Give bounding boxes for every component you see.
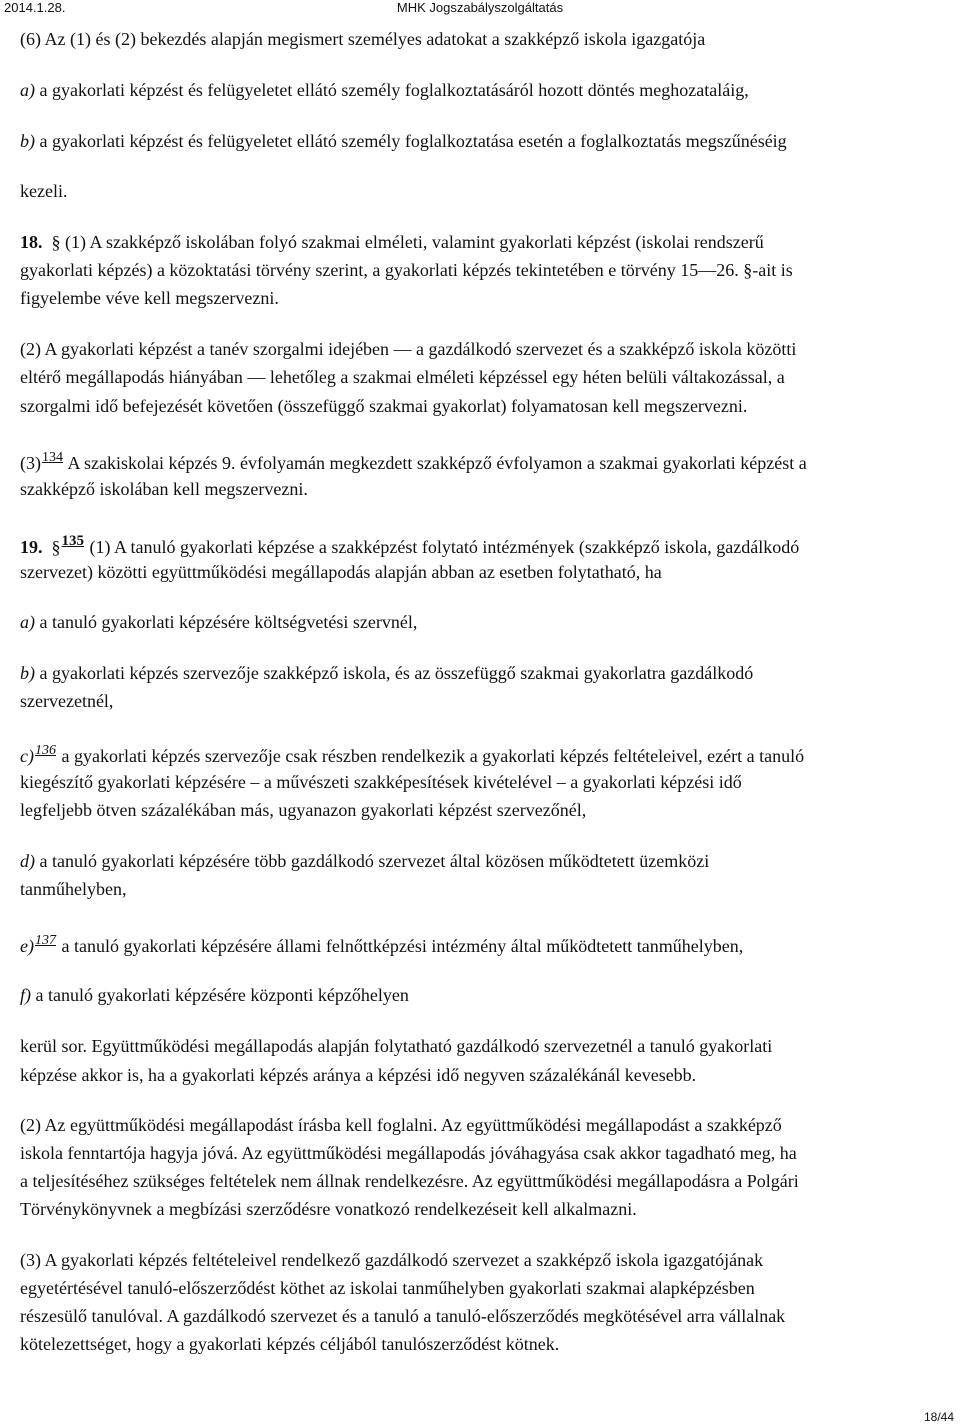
item-text: a gyakorlati képzést és felügyeletet ellátó személy foglalkoztatása esetén a foglalkoztatás megszűnéséig bbox=[39, 131, 787, 151]
section-19-3-line-3: részesülő tanulóval. A gazdálkodó szervezet és a tanuló a tanuló-előszerződés megkötésével arra vállalnak bbox=[20, 1306, 786, 1326]
closing-line-2: képzése akkor is, ha a gyakorlati képzés aránya a képzési idő negyven százalékánál kevesebb. bbox=[20, 1065, 697, 1085]
page-header-title: MHK Jogszabályszolgáltatás bbox=[396, 0, 564, 15]
item-19-b-line-1 bbox=[20, 663, 753, 684]
section-19-2-line-1: (2) Az együttműködési megállapodást írásba kell foglalni. Az együttműködési megállapodást a szakképző bbox=[20, 1115, 782, 1135]
item-text: a tanuló gyakorlati képzésére központi képzőhelyen bbox=[35, 985, 409, 1005]
item-text: a gyakorlati képzést és felügyeletet ellátó személy foglalkoztatásáról hozott döntés meghozataláig, bbox=[39, 80, 749, 100]
item-19-d-line-2: tanműhelyben, bbox=[20, 879, 127, 899]
item-19-e bbox=[20, 933, 743, 957]
page-number: 18/44 bbox=[923, 1410, 954, 1424]
item-label: c) bbox=[20, 746, 34, 766]
footnote-link-134[interactable]: 134 bbox=[42, 450, 63, 465]
section-19-2-line-2: iskola fenntartója hagyja jóvá. Az együttműködési megállapodás jóváhagyása csak akkor tagadható meg, ha bbox=[20, 1143, 797, 1163]
item-label: d) bbox=[20, 851, 35, 871]
section-18-2-line-1: (2) A gyakorlati képzést a tanév szorgalmi idejében — a gazdálkodó szervezet és a szakképző iskola közötti bbox=[20, 339, 797, 359]
section-18-2-line-3: szorgalmi idő befejezését követően (összefüggő szakmai gyakorlat) folyamatosan kell megszervezni. bbox=[20, 396, 748, 416]
item-text: a tanuló gyakorlati képzésére költségvetési szervnél, bbox=[39, 612, 418, 632]
section-18-line-1 bbox=[20, 232, 764, 253]
item-b bbox=[20, 131, 787, 152]
item-label: a) bbox=[20, 80, 35, 100]
section-18-3-line-1 bbox=[20, 450, 807, 474]
item-19-f bbox=[20, 985, 409, 1006]
item-label: a) bbox=[20, 612, 35, 632]
item-19-c-line-2: kiegészítő gyakorlati képzésére – a művészeti szakképesítések kivételével – a gyakorlati képzési idő bbox=[20, 772, 742, 792]
section-18-2-line-2: eltérő megállapodás hiányában — lehetőleg a szakmai elméleti képzéssel egy héten belüli váltakozással, a bbox=[20, 367, 785, 387]
item-text: a tanuló gyakorlati képzésére több gazdálkodó szervezet által közösen működtetett üzemközi bbox=[39, 851, 710, 871]
closing-line-1: kerül sor. Együttműködési megállapodás alapján folytatható gazdálkodó szervezetnél a tanuló gyakorlati bbox=[20, 1036, 773, 1056]
item-text: a tanuló gyakorlati képzésére állami felnőttképzési intézmény által működtetett tanműhelyben, bbox=[61, 936, 744, 956]
line-text: (1) A szakképző iskolában folyó szakmai elméleti, valamint gyakorlati képzést (iskolai rendszerű bbox=[65, 232, 764, 252]
item-19-c-line-1 bbox=[20, 743, 804, 767]
item-19-c-line-3: legfeljebb ötven százalékában más, ugyanazon gyakorlati képzést szervezőnél, bbox=[20, 800, 587, 820]
item-19-a bbox=[20, 612, 417, 633]
section-18-line-3: figyelembe véve kell megszervezni. bbox=[20, 288, 279, 308]
section-19-line-1 bbox=[20, 533, 799, 558]
item-a bbox=[20, 80, 749, 101]
line-text: A szakiskolai képzés 9. évfolyamán megkezdett szakképző évfolyamon a szakmai gyakorlati képzést a bbox=[67, 453, 807, 473]
section-18-line-2: gyakorlati képzés) a közoktatási törvény szerint, a gyakorlati képzés tekintetében e törvény 15—26. §-ait is bbox=[20, 260, 793, 280]
section-19-3-line-4: kötelezettséget, hogy a gyakorlati képzés céljából tanulószerződést kötnek. bbox=[20, 1334, 560, 1354]
item-text: a gyakorlati képzés szervezője csak részben rendelkezik a gyakorlati képzés feltételeivel, ezért a tanuló bbox=[61, 746, 805, 766]
paragraph-6: (6) Az (1) és (2) bekezdés alapján megismert személyes adatokat a szakképző iskola igazgatója bbox=[20, 29, 706, 49]
kezeli-text: kezeli. bbox=[20, 181, 68, 201]
section-number: 18. bbox=[20, 232, 43, 252]
section-number: 19. bbox=[20, 537, 43, 557]
item-label: b) bbox=[20, 663, 35, 683]
section-19-3-line-2: egyetértésével tanuló-előszerződést köthet az iskolai tanműhelyben gyakorlati szakmai alapképzésben bbox=[20, 1278, 755, 1298]
footnote-link-137[interactable]: 137 bbox=[34, 933, 56, 948]
section-sign: § bbox=[51, 232, 61, 252]
item-19-b-line-2: szervezetnél, bbox=[20, 691, 114, 711]
section-19-2-line-3: a teljesítéséhez szükséges feltételek nem állnak rendelkezésre. Az együttműködési megállapodásra a Polgári bbox=[20, 1171, 799, 1191]
item-label: f) bbox=[20, 985, 31, 1005]
section-19-line-2: szervezet) közötti együttműködési megállapodás alapján abban az esetben folytatható, ha bbox=[20, 562, 662, 582]
item-label: b) bbox=[20, 131, 35, 151]
item-text: a gyakorlati képzés szervezője szakképző iskola, és az összefüggő szakmai gyakorlatra gazdálkodó bbox=[39, 663, 754, 683]
item-19-d-line-1 bbox=[20, 851, 709, 872]
footnote-link-136[interactable]: 136 bbox=[34, 743, 56, 758]
section-sign: § bbox=[51, 537, 61, 557]
line-text: (1) A tanuló gyakorlati képzése a szakképzést folytató intézmények (szakképző iskola, gazdálkodó bbox=[89, 537, 800, 557]
section-18-3-line-2: szakképző iskolában kell megszervezni. bbox=[20, 479, 308, 499]
section-19-3-line-1: (3) A gyakorlati képzés feltételeivel rendelkező gazdálkodó szervezet a szakképző iskola igazgatójának bbox=[20, 1250, 764, 1270]
print-date: 2014.1.28. bbox=[4, 0, 66, 15]
item-label: e) bbox=[20, 936, 34, 956]
footnote-link-135[interactable]: 135 bbox=[61, 533, 84, 549]
line-text: (3) bbox=[20, 453, 41, 473]
section-19-2-line-4: Törvénykönyvnek a megbízási szerződésre vonatkozó rendelkezéseit kell alkalmazni. bbox=[20, 1199, 637, 1219]
